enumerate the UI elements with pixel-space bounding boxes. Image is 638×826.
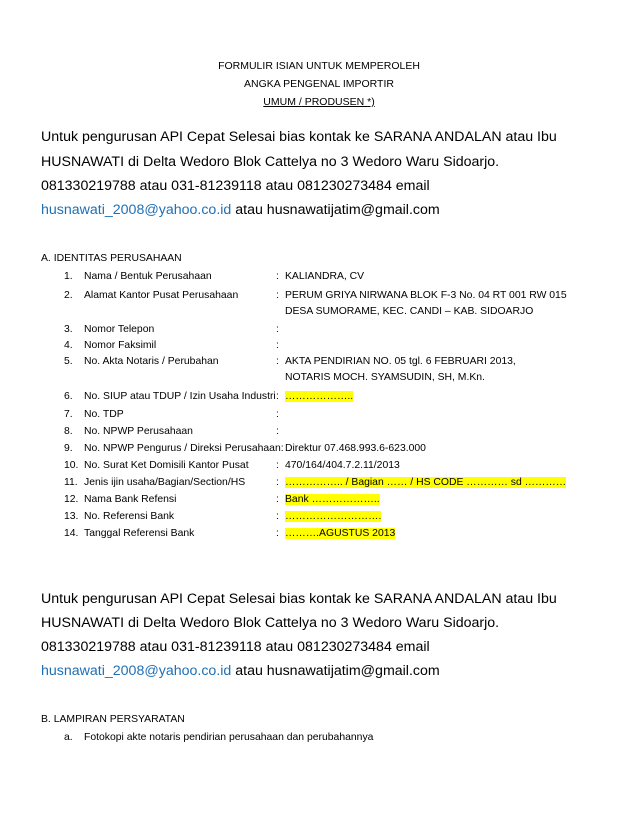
row-value: KALIANDRA, CV [285,271,365,282]
contact-line2-repeat: HUSNAWATI di Delta Wedoro Blok Cattelya no 3 Wedoro Waru Sidoarjo. [41,615,500,631]
row-label: No. NPWP Pengurus / Direksi Perusahaan: [84,443,284,454]
row-colon: : [276,391,279,402]
row-label: No. SIUP atau TDUP / Izin Usaha Industri [84,391,276,402]
row-colon: : [276,340,279,351]
row-label: Nomor Faksimil [84,340,157,351]
title-footnote: *) [367,96,375,108]
row-value-cont: DESA SUMORAME, KEC. CANDI – KAB. SIDOARJO [285,306,534,317]
contact-line1-repeat: Untuk pengurusan API Cepat Selesai bias kontak ke SARANA ANDALAN atau Ibu [41,591,557,607]
row-label: Jenis ijin usaha/Bagian/Section/HS [84,477,246,488]
row-colon: : [276,460,279,471]
row-num: 6. [64,391,73,402]
row-num: 8. [64,426,73,437]
row-value: PERUM GRIYA NIRWANA BLOK F-3 No. 04 RT 001 RW 015 [285,290,567,301]
form-title-line2: ANGKA PENGENAL IMPORTIR [244,78,394,90]
row-num: 4. [64,340,73,351]
row-value: ……………….. [285,391,354,402]
row-colon: : [276,356,279,367]
list-item-label: Fotokopi akte notaris pendirian perusahaan dan perubahannya [84,732,374,743]
row-label: No. Referensi Bank [84,511,175,522]
row-colon: : [276,477,279,488]
row-num: 13. [64,511,79,522]
row-num: 11. [64,477,78,488]
row-num: 12. [64,494,79,505]
email-link[interactable]: husnawati_2008@yahoo.co.id [41,202,232,218]
row-colon: : [276,528,279,539]
row-num: 14. [64,528,79,539]
email-rest: atau husnawatijatim@gmail.com [231,663,440,679]
row-label: Nomor Telepon [84,324,155,335]
title-produsen: PRODUSEN [301,96,368,108]
row-value: ……….AGUSTUS 2013 [285,528,396,539]
contact-line4 [41,202,440,218]
title-umum: UMUM / [263,96,302,108]
email-link[interactable]: husnawati_2008@yahoo.co.id [41,663,232,679]
row-colon: : [276,290,279,301]
row-colon: : [276,409,279,420]
row-label: Nama Bank Refensi [84,494,177,505]
row-num: 5. [64,356,73,367]
row-label: Alamat Kantor Pusat Perusahaan [84,290,239,301]
row-label: No. Surat Ket Domisili Kantor Pusat [84,460,249,471]
contact-line2: HUSNAWATI di Delta Wedoro Blok Cattelya no 3 Wedoro Waru Sidoarjo. [41,154,500,170]
row-colon: : [276,324,279,335]
row-value-cont: NOTARIS MOCH. SYAMSUDIN, SH, M.Kn. [285,372,485,383]
row-num: 9. [64,443,73,454]
contact-line1: Untuk pengurusan API Cepat Selesai bias kontak ke SARANA ANDALAN atau Ibu [41,129,557,145]
row-num: 10. [64,460,79,471]
row-label: No. TDP [84,409,124,420]
contact-line3-repeat: 081330219788 atau 031-81239118 atau 081230273484 email [41,639,430,655]
contact-line3: 081330219788 atau 031-81239118 atau 081230273484 email [41,178,430,194]
row-colon: : [276,426,279,437]
row-label: Tanggal Referensi Bank [84,528,195,539]
section-a-title: A. IDENTITAS PERUSAHAAN [41,253,182,264]
row-num: 7. [64,409,73,420]
contact-line4-repeat [41,663,440,679]
section-b-title: B. LAMPIRAN PERSYARATAN [41,714,185,725]
row-colon: : [276,494,279,505]
row-value: 470/164/404.7.2.11/2013 [285,460,400,471]
row-colon: : [276,511,279,522]
row-value: ………………………. [285,511,382,522]
row-label: No. Akta Notaris / Perubahan [84,356,219,367]
form-title-line3 [0,96,638,108]
row-colon: : [276,271,279,282]
row-label: No. NPWP Perusahaan [84,426,193,437]
email-rest: atau husnawatijatim@gmail.com [231,202,440,218]
list-item-num: a. [64,732,73,743]
row-value: AKTA PENDIRIAN NO. 05 tgl. 6 FEBRUARI 2013, [285,356,516,367]
row-num: 1. [64,271,73,282]
row-value: Direktur 07.468.993.6-623.000 [285,443,426,454]
row-num: 2. [64,290,73,301]
form-title-line1: FORMULIR ISIAN UNTUK MEMPEROLEH [218,60,420,72]
row-value: …………….. / Bagian …… / HS CODE ………… sd ………… [285,477,567,488]
row-num: 3. [64,324,73,335]
row-label: Nama / Bentuk Perusahaan [84,271,212,282]
row-value: Bank ……………….. [285,494,380,505]
